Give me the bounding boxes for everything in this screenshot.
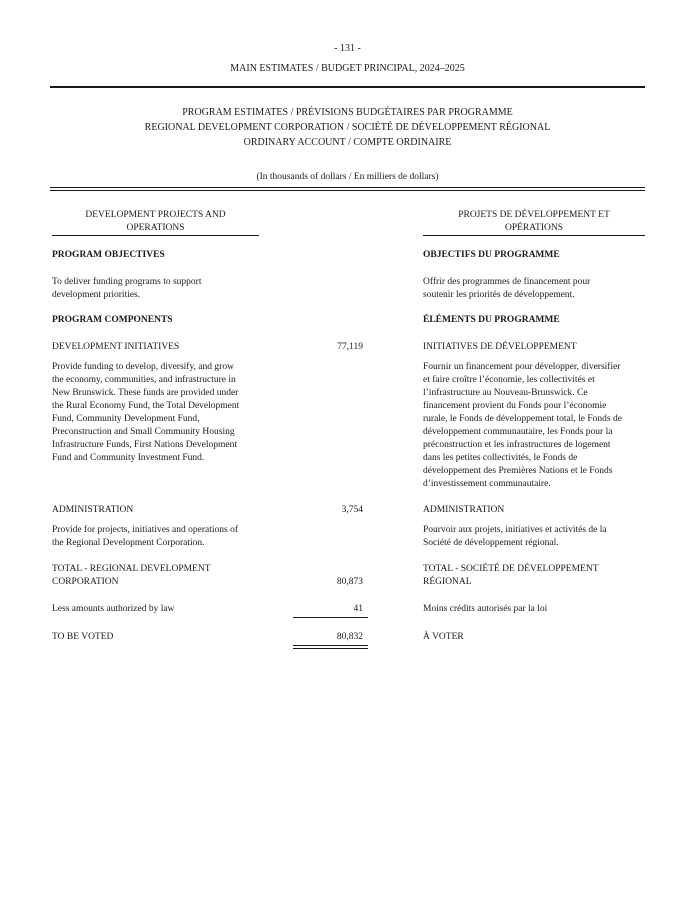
french-objectives-text <box>423 276 590 302</box>
text-line: préconstruction et les infrastructures de logement <box>423 440 611 450</box>
text-line: Provide funding to develop, diversify, and grow <box>52 362 234 372</box>
admin-amount: 3,754 <box>341 505 363 515</box>
page-title: MAIN ESTIMATES / BUDGET PRINCIPAL, 2024–2025 <box>230 63 465 74</box>
french-less-label: Moins crédits autorisés par la loi <box>423 604 548 614</box>
text-line: CORPORATION <box>52 577 119 587</box>
text-line: développement communautaire, les Fonds pour la <box>423 427 613 437</box>
text-line: développement des Premières Nations et le Fonds <box>423 466 613 476</box>
text-line: RÉGIONAL <box>423 577 472 587</box>
french-heading-line-2: OPÉRATIONS <box>504 223 564 233</box>
text-line: dans les petites collectivités, le Fonds de <box>423 453 578 463</box>
french-heading-line-1: PROJETS DE DÉVELOPPEMENT ET <box>458 210 610 220</box>
total-amount: 80,873 <box>336 577 363 587</box>
text-line: soutenir les priorités de développement. <box>423 290 575 300</box>
total-double-rule-top <box>293 645 368 646</box>
text-line: To deliver funding programs to support <box>52 277 202 287</box>
text-line: et faire croître l’économie, les collectivités et <box>423 375 595 385</box>
total-double-rule-bottom <box>293 648 368 649</box>
english-section-heading <box>52 209 259 235</box>
english-voted-label: TO BE VOTED <box>52 632 114 642</box>
dev-amount: 77,119 <box>337 342 363 352</box>
text-line: Fund, Community Development Fund, <box>52 414 200 424</box>
header-line-account: ORDINARY ACCOUNT / COMPTE ORDINAIRE <box>243 137 452 148</box>
english-less-label: Less amounts authorized by law <box>52 604 175 614</box>
text-line: rurale, le Fonds de développement total, le Fonds de <box>423 414 622 424</box>
english-total-label <box>52 563 211 589</box>
french-admin-text <box>423 524 607 550</box>
voted-amount: 80,832 <box>336 632 363 642</box>
french-admin-label: ADMINISTRATION <box>423 505 505 515</box>
text-line: l’infrastructure au Nouveau-Brunswick. Ce <box>423 388 588 398</box>
french-dev-text <box>423 361 622 491</box>
text-line: financement provient du Fonds pour l’économie <box>423 401 607 411</box>
text-line: TOTAL - SOCIÉTÉ DE DÉVELOPPEMENT <box>423 564 599 574</box>
header-line-corporation: REGIONAL DEVELOPMENT CORPORATION / SOCIÉTÉ DE DÉVELOPPEMENT RÉGIONAL <box>144 122 551 133</box>
top-rule <box>50 86 645 88</box>
french-objectives-title: OBJECTIFS DU PROGRAMME <box>423 250 560 260</box>
text-line: New Brunswick. These funds are provided under <box>52 388 239 398</box>
english-heading-line-1: DEVELOPMENT PROJECTS AND <box>85 210 226 220</box>
text-line: TOTAL - REGIONAL DEVELOPMENT <box>52 564 211 574</box>
french-voted-label: À VOTER <box>423 632 464 642</box>
english-objectives-title: PROGRAM OBJECTIVES <box>52 250 165 260</box>
header-line-program-estimates: PROGRAM ESTIMATES / PRÉVISIONS BUDGÉTAIRES PAR PROGRAMME <box>182 107 513 118</box>
units-rule-top <box>50 187 645 188</box>
english-heading-line-2: OPERATIONS <box>126 223 185 233</box>
french-dev-label: INITIATIVES DE DÉVELOPPEMENT <box>423 342 577 352</box>
english-objectives-text <box>52 276 201 302</box>
text-line: Pourvoir aux projets, initiatives et activités de la <box>423 525 607 535</box>
english-admin-text <box>52 524 238 550</box>
less-amount: 41 <box>353 604 363 614</box>
text-line: Fournir un financement pour développer, diversifier <box>423 362 621 372</box>
french-components-title: ÉLÉMENTS DU PROGRAMME <box>423 315 560 325</box>
english-admin-label: ADMINISTRATION <box>52 505 134 515</box>
text-line: d’investissement communautaire. <box>423 479 551 489</box>
english-heading-rule <box>52 235 259 236</box>
french-section-heading <box>423 209 645 235</box>
units-note: (In thousands of dollars / En milliers de dollars) <box>256 172 439 182</box>
english-dev-label: DEVELOPMENT INITIATIVES <box>52 342 180 352</box>
french-heading-rule <box>423 235 645 236</box>
text-line: Infrastructure Funds, First Nations Development <box>52 440 237 450</box>
english-components-title: PROGRAM COMPONENTS <box>52 315 173 325</box>
page-number: - 131 - <box>334 43 361 54</box>
text-line: development priorities. <box>52 290 141 300</box>
subtotal-rule <box>293 617 368 618</box>
french-total-label <box>423 563 599 589</box>
text-line: Offrir des programmes de financement pour <box>423 277 591 287</box>
text-line: the economy, communities, and infrastructure in <box>52 375 236 385</box>
text-line: Fund and Community Investment Fund. <box>52 453 205 463</box>
english-dev-text <box>52 361 239 465</box>
text-line: Provide for projects, initiatives and operations of <box>52 525 238 535</box>
text-line: Preconstruction and Small Community Housing <box>52 427 235 437</box>
text-line: the Rural Economy Fund, the Total Development <box>52 401 240 411</box>
text-line: Société de développement régional. <box>423 538 559 548</box>
units-rule-bottom <box>50 190 645 191</box>
text-line: the Regional Development Corporation. <box>52 538 205 548</box>
